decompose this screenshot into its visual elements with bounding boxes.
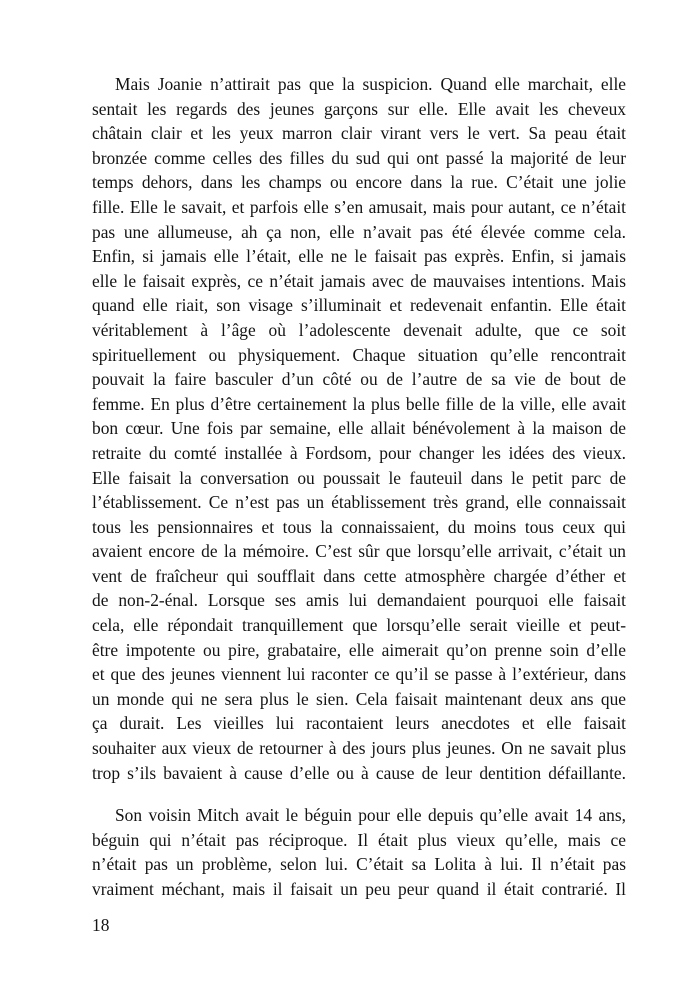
text-line: ça durait. Les vieilles lui racontaient leurs anecdotes et elle faisait [92,713,626,734]
page-text [92,72,626,902]
text-line: femme. En plus d’être certainement la plus belle fille de la ville, elle avait [92,393,626,414]
text-line: châtain clair et les yeux marron clair virant vers le vert. Sa peau était [92,123,626,144]
page-number: 18 [92,915,110,935]
text-line: vraiment méchant, mais il faisait un peu peur quand il était contrarié. Il [92,879,626,899]
text-line: et que des jeunes viennent lui raconter ce qu’il se passe à l’extérieur, dans [92,664,626,685]
text-line: Elle faisait la conversation ou poussait le fauteuil dans le petit parc de [92,467,626,488]
text-line: Enfin, si jamais elle l’était, elle ne le faisait pas exprès. Enfin, si jamais [92,246,626,267]
text-line: n’était pas un problème, selon lui. C’était sa Lolita à lui. Il n’était pas [92,854,626,875]
text-line: vent de fraîcheur qui soufflait dans cette atmosphère chargée d’éther et [92,565,626,586]
text-line: véritablement à l’âge où l’adolescente devenait adulte, que ce soit [92,319,626,340]
text-line: tous les pensionnaires et tous la connaissaient, du moins tous ceux qui [92,516,626,537]
paragraph [92,803,626,901]
text-line: sentait les regards des jeunes garçons sur elle. Elle avait les cheveux [92,98,626,119]
text-line: Son voisin Mitch avait le béguin pour elle depuis qu’elle avait 14 ans, [115,805,626,826]
text-line: spirituellement ou physiquement. Chaque situation qu’elle rencontrait [92,344,626,365]
text-line: un monde qui ne sera plus le sien. Cela faisait maintenant deux ans que [92,688,626,709]
text-line: retraite du comté installée à Fordsom, pour changer les idées des vieux. [92,442,626,463]
text-line: quand elle riait, son visage s’illuminait et redevenait enfantin. Elle était [92,295,626,316]
text-line: elle le faisait exprès, ce n’était jamais avec de mauvaises intentions. Mais [92,270,626,291]
text-line: avaient encore de la mémoire. C’est sûr que lorsqu’elle arrivait, c’était un [92,541,626,562]
text-line: pouvait la faire basculer d’un côté ou de l’autre de sa vie de bout de [92,369,626,390]
text-line: souhaiter aux vieux de retourner à des jours plus jeunes. On ne savait plus [92,738,626,759]
text-line: béguin qui n’était pas réciproque. Il était plus vieux qu’elle, mais ce [92,829,626,850]
text-line: cela, elle répondait tranquillement que lorsqu’elle serait vieille et peut- [92,615,626,636]
paragraph [92,72,626,785]
text-line: trop s’ils bavaient à cause d’elle ou à cause de leur dentition défaillante. [92,762,626,783]
text-line: temps dehors, dans les champs ou encore dans la rue. C’était une jolie [92,172,626,193]
text-line: Mais Joanie n’attirait pas que la suspicion. Quand elle marchait, elle [115,74,626,94]
text-line: bon cœur. Une fois par semaine, elle allait bénévolement à la maison de [92,418,626,439]
text-line: fille. Elle le savait, et parfois elle s’en amusait, mais pour autant, ce n’était [92,196,626,217]
text-line: être impotente ou pire, grabataire, elle aimerait qu’on prenne soin d’elle [92,639,626,660]
text-line: de non-2-énal. Lorsque ses amis lui demandaient pourquoi elle faisait [92,590,626,611]
text-line: pas une allumeuse, ah ça non, elle n’avait pas été élevée comme cela. [92,221,626,242]
text-line: bronzée comme celles des filles du sud qui ont passé la majorité de leur [92,147,626,168]
text-line: l’établissement. Ce n’est pas un établissement très grand, elle connaissait [92,492,626,513]
